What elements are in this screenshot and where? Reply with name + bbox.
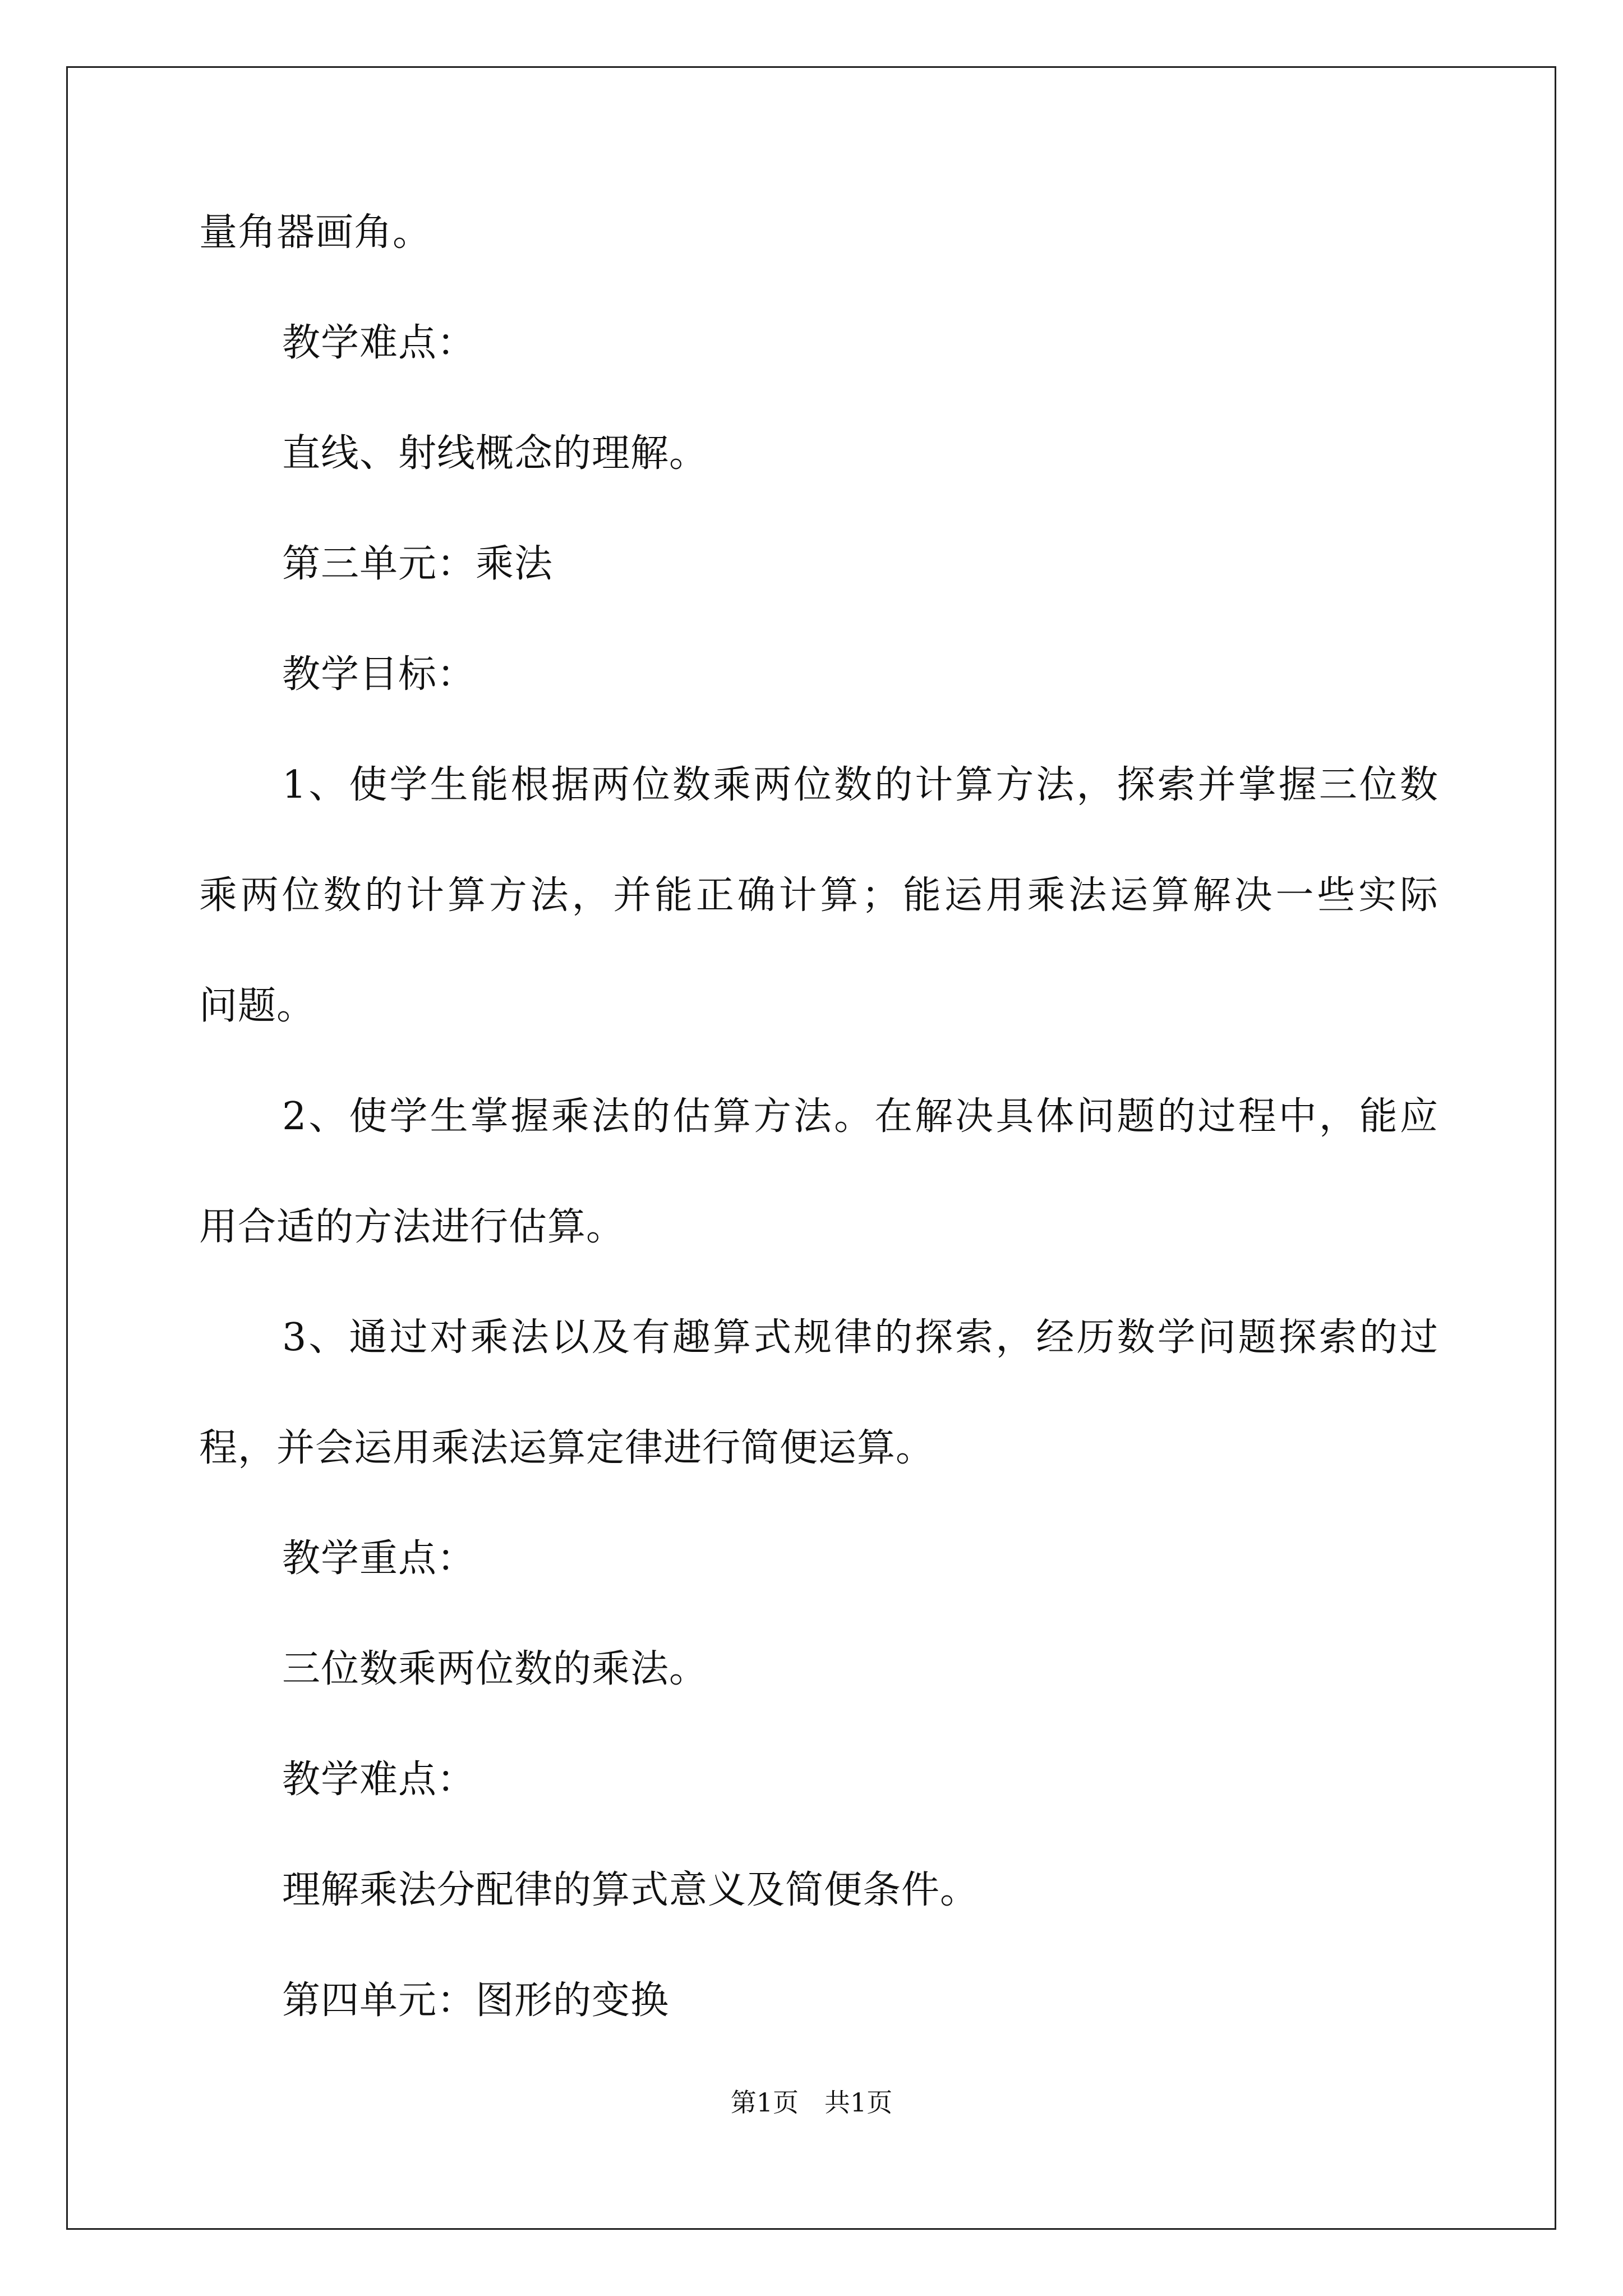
- paragraph-line: 直线、射线概念的理解。: [282, 431, 708, 476]
- paragraph-line: 用合适的方法进行估算。: [199, 1205, 625, 1249]
- section-heading: 教学难点：: [282, 1757, 476, 1802]
- unit-heading: 第四单元：图形的变换: [282, 1978, 670, 2023]
- section-heading: 教学难点：: [282, 321, 476, 365]
- section-heading: 教学重点：: [282, 1536, 476, 1581]
- paragraph-line: 三位数乘两位数的乘法。: [282, 1647, 708, 1691]
- paragraph-line: 3、通过对乘法以及有趣算式规律的探索，经历数学问题探索的过: [282, 1315, 1438, 1360]
- unit-heading: 第三单元：乘法: [282, 542, 554, 586]
- paragraph-line: 程，并会运用乘法运算定律进行简便运算。: [199, 1426, 935, 1470]
- paragraph-line: 乘两位数的计算方法，并能正确计算；能运用乘法运算解决一些实际: [199, 873, 1438, 918]
- page-number-footer: 第1页 共1页: [730, 2087, 893, 2118]
- paragraph-line: 量角器画角。: [199, 210, 432, 255]
- section-heading: 教学目标：: [282, 652, 476, 697]
- paragraph-line: 1、使学生能根据两位数乘两位数的计算方法，探索并掌握三位数: [282, 763, 1438, 807]
- paragraph-line: 2、使学生掌握乘法的估算方法。在解决具体问题的过程中，能应: [282, 1094, 1438, 1139]
- paragraph-line: 问题。: [199, 984, 316, 1028]
- paragraph-line: 理解乘法分配律的算式意义及简便条件。: [282, 1868, 979, 1912]
